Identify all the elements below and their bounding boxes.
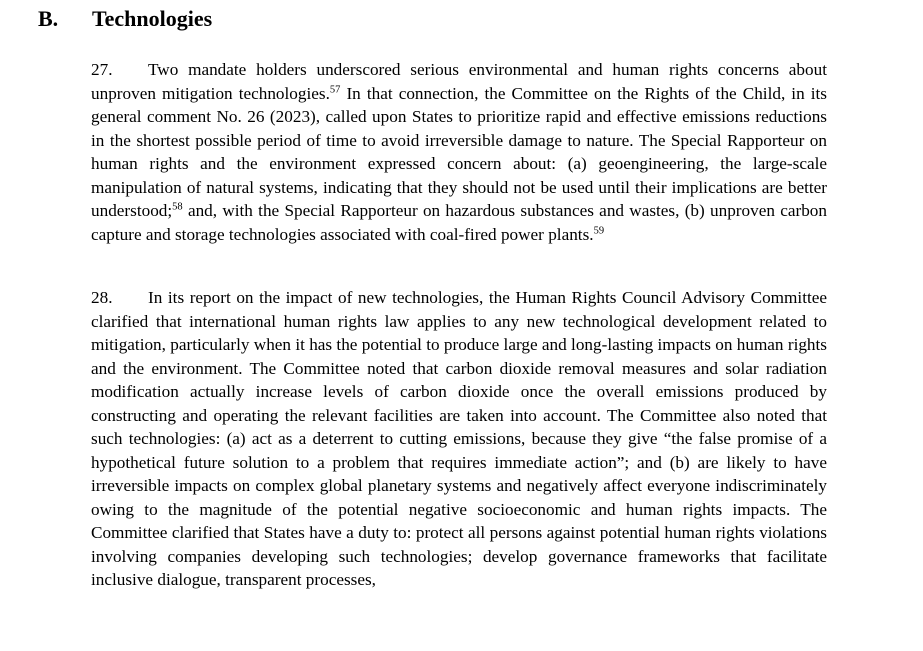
paragraph-text-part: and, with the Special Rapporteur on hazardous substances and wastes, (b) unproven carbon capture and storage technologies associated with coal-fired power plants. (91, 201, 827, 244)
paragraph-number: 27. (91, 60, 113, 79)
footnote-ref[interactable]: 59 (593, 224, 605, 236)
paragraph-text: In its report on the impact of new technologies, the Human Rights Council Advisory Committee clarified that international human rights law applies to any new technological development related to mitigation, particularly when it has the potential to produce large and long-lasting impacts on human rights and the environment. The Committee noted that carbon dioxide removal measures and solar radiation modification actually increase levels of carbon dioxide once the overall emissions produced by constructing and operating the relevant facilities are taken into account. The Committee also noted that such technologies: (a) act as a deterrent to cutting emissions, because they give “the false promise of a hypothetical future solution to a problem that requires immediate action”; and (b) are likely to have irreversible impacts on complex global planetary systems and negatively affect everyone indiscriminately owing to the magnitude of the potential negative socioeconomic and human rights impacts. The Committee clarified that States have a duty to: protect all persons against potential human rights violations involving companies developing such technologies; develop governance frameworks that facilitate inclusive dialogue, transparent processes, (91, 288, 827, 589)
paragraph-28 (91, 286, 827, 592)
footnote-ref[interactable]: 57 (329, 83, 341, 95)
section-heading (38, 4, 212, 34)
paragraph-text-part: Two mandate holders underscored serious environmental and human rights concerns about unproven mitigation technologies. (91, 60, 827, 103)
paragraph-27 (91, 58, 827, 246)
section-number: B. (38, 6, 59, 31)
section-title: Technologies (92, 6, 213, 31)
footnote-ref[interactable]: 58 (172, 201, 183, 213)
paragraph-text-part: In that connection, the Committee on the Rights of the Child, in its general comment No. 26 (2023), called upon States to prioritize rapid and effective emissions reductions in the shortest possible period of time to avoid irreversible damage to nature. The Special Rapporteur on human rights and the environment expressed concern about: (a) geoengineering, the large-scale manipulation of natural systems, indicating that they should not be used until their implications are better understood; (91, 83, 827, 220)
paragraph-number: 28. (91, 288, 113, 307)
